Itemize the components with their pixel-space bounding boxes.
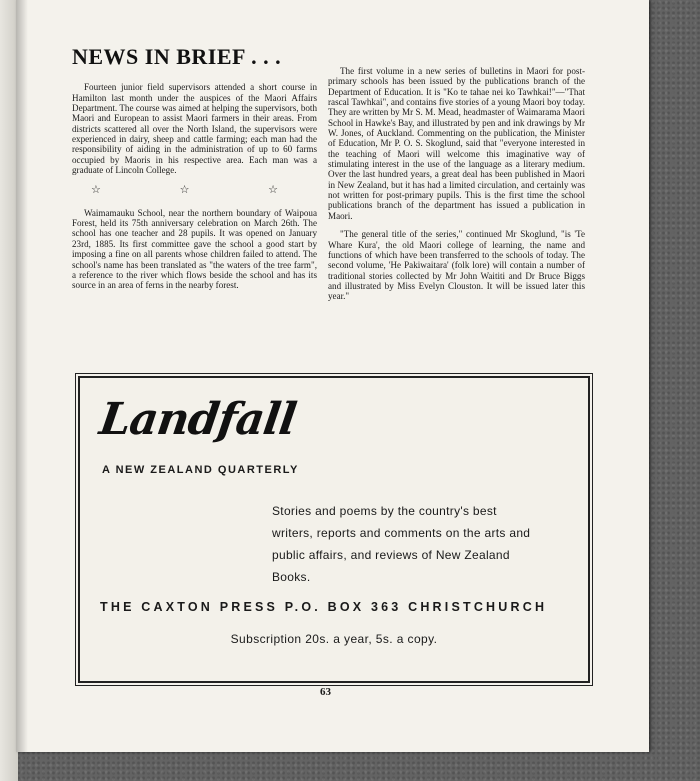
paragraph-waimamauku: Waimamauku School, near the northern boundary of Waipoua Forest, held its 75th anniversary celebration on March 26th. The school has one teacher and 28 pupils. It was opened on January 23rd, 1885. Its first committee gave the school a good start by imposing a fine on all parents whose children failed to attend. The school's name has been translated as "the waters of the tree farm", a reference to the river which flows beside the school and has its source in an area of ferns in the nearby forest. [72, 207, 317, 291]
left-column [72, 44, 317, 299]
page-number: 63 [320, 686, 331, 698]
magazine-page [16, 0, 649, 752]
advert-address: THE CAXTON PRESS P.O. BOX 363 CHRISTCHURCH [100, 600, 548, 614]
right-column [328, 66, 585, 310]
landfall-advert [78, 376, 590, 683]
advert-subtitle: A NEW ZEALAND QUARTERLY [102, 464, 299, 476]
advert-title: Landfall [96, 394, 299, 445]
paragraph-bulletins: The first volume in a new series of bulletins in Maori for post-primary schools has been issued by the publications branch of the Department of Education. It is "Ko te tahae nei ko Tawhkai!"—"That rascal Tawhkai", and contains five stories of a young Maori boy today. They are written by Mr S. M. Mead, headmaster of Waimarama Maori School in Hawke's Bay, and illustrated by pen and ink drawings by Mr W. Jones, of Auckland. Commenting on the publication, the Minister of Education, Mr P. O. S. Skoglund, said that "everyone interested in the teaching of Maori will welcome this imaginative way of stimulating interest in the use of the language as a literary medium. Over the last hundred years, a great deal has been published in Maori in New Zealand, but it has had a limited circulation, and certainly was not written for post-primary pupils. This is the first time the school publications branch of the department has issued a publication in Maori. [328, 66, 585, 221]
headline: NEWS IN BRIEF . . . [72, 44, 282, 69]
paragraph-supervisors: Fourteen junior field supervisors attended a short course in Hamilton last month under the auspices of the Maori Affairs Department. The course was aimed at helping the supervisors, both Maori and European to assist Maori farmers in their areas. From districts scattered all over the North Island, the supervisors were experienced in dairy, sheep and cattle farming; each man had the responsibility of aiding in the administration of up to 60 farms occupied by Maoris in his respective area. Each man was a graduate of Lincoln College. [72, 82, 317, 176]
advert-subscription: Subscription 20s. a year, 5s. a copy. [230, 632, 438, 646]
star-separator: ☆ ☆ ☆ [90, 184, 317, 197]
paragraph-skoglund: "The general title of the series," continued Mr Skoglund, "is 'Te Whare Kura', the old Maori college of learning, the name and functions of which have been transferred to the schools of today. The second volume, 'He Pakiwaitara' (folk lore) will contain a number of traditional stories collected by Mr John Waititi and Dr Bruce Biggs and illustrated by Miss Evelyn Clouston. It will be issued later this year." [328, 229, 585, 302]
advert-description: Stories and poems by the country's best writers, reports and comments on the arts and public affairs, and reviews of New Zealand Books. [272, 504, 531, 584]
